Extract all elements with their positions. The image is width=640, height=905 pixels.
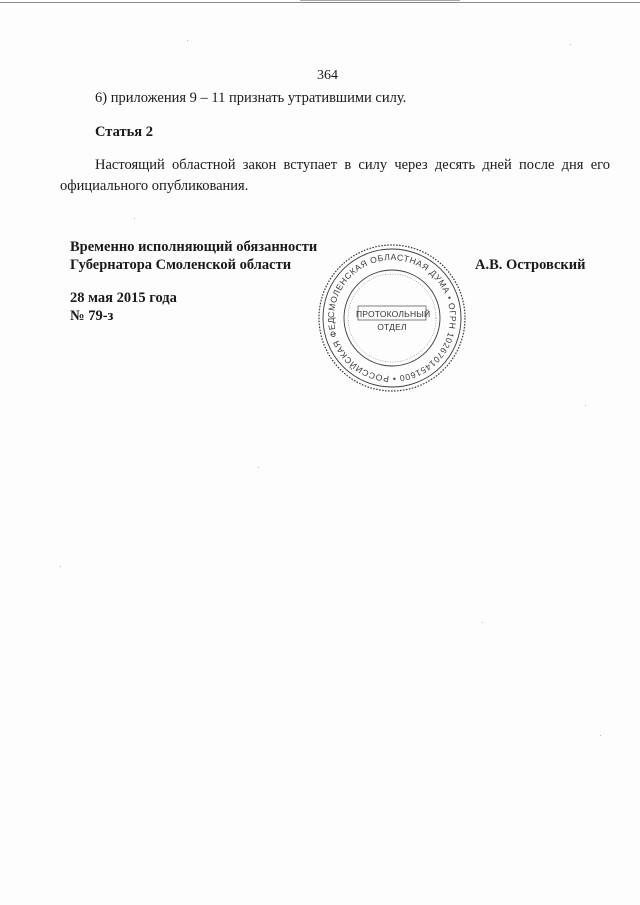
signer-name: А.В. Островский bbox=[475, 257, 586, 273]
signing-date: 28 мая 2015 года bbox=[70, 290, 177, 306]
list-item-b: 6) приложения 9 – 11 признать утратившими силу. bbox=[95, 90, 407, 106]
page-number: 364 bbox=[317, 68, 338, 83]
law-number: № 79-з bbox=[70, 308, 114, 324]
scan-speck bbox=[585, 405, 586, 406]
article-paragraph: Настоящий областной закон вступает в силу через десять дней после дня его официального опубликования. bbox=[60, 157, 610, 194]
scan-speck bbox=[482, 622, 483, 623]
article-heading: Статья 2 bbox=[95, 124, 153, 140]
scan-speck bbox=[570, 44, 571, 45]
scan-speck bbox=[600, 735, 601, 736]
official-seal bbox=[316, 242, 468, 394]
scan-edge-line bbox=[0, 0, 640, 5]
scan-speck bbox=[60, 566, 61, 567]
seal-inner-line-1: ПРОТОКОЛЬНЫЙ bbox=[356, 309, 431, 319]
scan-speck bbox=[134, 218, 135, 219]
scan-speck bbox=[258, 467, 259, 468]
scan-speck bbox=[187, 40, 188, 41]
seal-inner-line-2: ОТДЕЛ bbox=[377, 322, 407, 332]
seal-ring-text: СМОЛЕНСКАЯ ОБЛАСТНАЯ ДУМА • ОГРН 1026701451600 • РОССИЙСКАЯ ФЕД bbox=[325, 251, 459, 385]
signer-title-line-1: Временно исполняющий обязанности bbox=[70, 239, 318, 255]
signer-title-line-2: Губернатора Смоленской области bbox=[70, 257, 292, 273]
